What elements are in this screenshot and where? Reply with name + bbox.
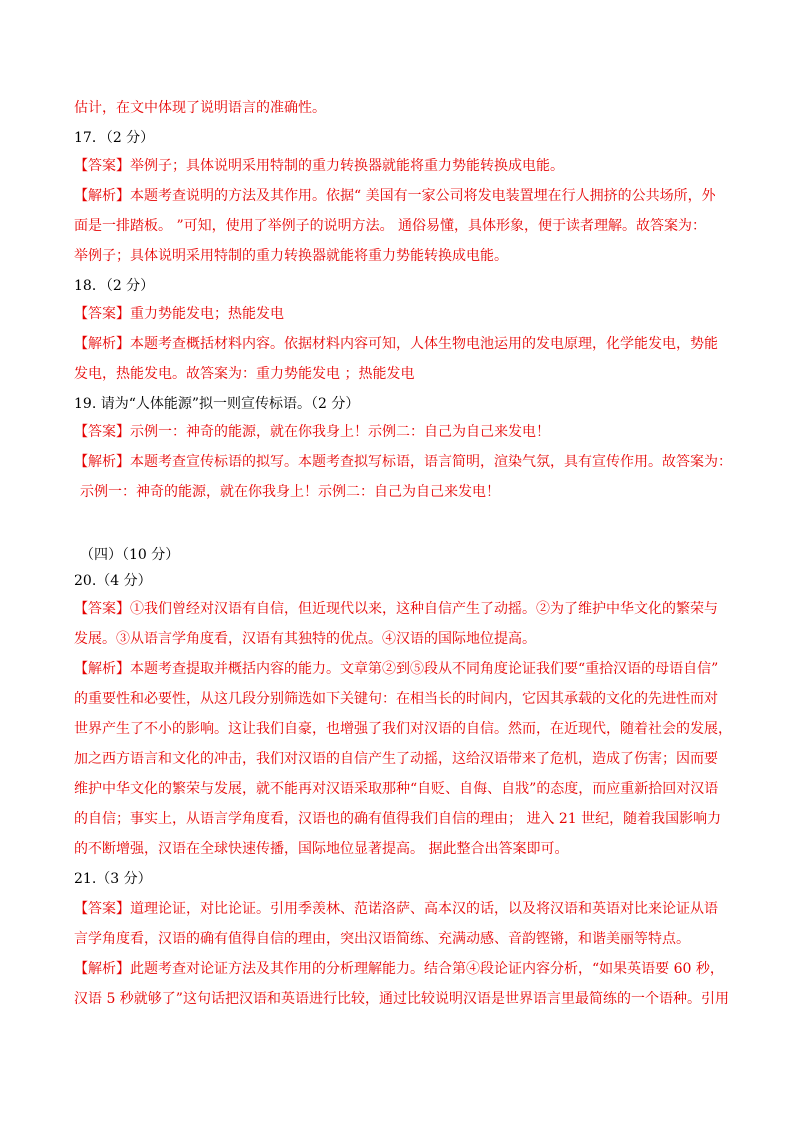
question-heading: 20.（4 分） bbox=[74, 573, 152, 589]
question-heading: 17．（2 分） bbox=[74, 130, 155, 146]
answer-line: 言学角度看，汉语的确有值得自信的理由，突出汉语简练、充满动感、音韵铿锵，和谐美丽等特点。 bbox=[74, 931, 690, 947]
analysis-line: 维护中华文化的繁荣与发展，就不能再对汉语采取那种“自贬、自侮、自戕”的态度，而应重新拾回对汉语 bbox=[74, 781, 719, 797]
answer-line: 【答案】示例一：神奇的能源，就在你我身上！示例二：自己为自己来发电！ bbox=[74, 424, 550, 440]
answer-line: 发展。③从语言学角度看，汉语有其独特的优点。④汉语的国际地位提高。 bbox=[74, 631, 536, 647]
analysis-line: 发电，热能发电。故答案为：重力势能发电 ；热能发电 bbox=[74, 366, 415, 382]
analysis-line: 的不断增强，汉语在全球快速传播，国际地位显著提高。 据此整合出答案即可。 bbox=[74, 841, 569, 857]
analysis-line: 【解析】此题考查对论证方法及其作用的分析理解能力。结合第④段论证内容分析，“如果英语要 60 秒， bbox=[74, 961, 724, 977]
analysis-line: 举例子；具体说明采用特制的重力转换器就能将重力势能转换成电能。 bbox=[74, 248, 508, 264]
analysis-line: 汉语 5 秒就够了”这句话把汉语和英语进行比较，通过比较说明汉语是世界语言里最简练的一个语种。引用 bbox=[74, 991, 729, 1007]
analysis-line: 加之西方语言和文化的冲击，我们对汉语的自信产生了动摇，这给汉语带来了危机，造成了伤害；因而要 bbox=[74, 751, 718, 767]
analysis-line: 【解析】本题考查概括材料内容。依据材料内容可知，人体生物电池运用的发电原理，化学能发电，势能 bbox=[74, 336, 718, 352]
answer-line: 【答案】①我们曾经对汉语有自信，但近现代以来，这种自信产生了动摇。②为了维护中华文化的繁荣与 bbox=[74, 601, 718, 617]
analysis-line: 面是一排踏板。 ”可知，使用了举例子的说明方法。 通俗易懂，具体形象，便于读者理解。故答案为： bbox=[74, 218, 707, 234]
analysis-line: 世界产生了不小的影响。这让我们自豪，也增强了我们对汉语的自信。然而，在近现代，随着社会的发展， bbox=[74, 721, 732, 737]
answer-line: 【答案】举例子；具体说明采用特制的重力转换器就能将重力势能转换成电能。 bbox=[74, 158, 564, 174]
section-heading: （四）（10 分） bbox=[80, 547, 180, 563]
answer-line: 【答案】重力势能发电；热能发电 bbox=[74, 306, 284, 322]
analysis-line: 的重要性和必要性，从这几段分别筛选如下关键句：在相当长的时间内，它因其承载的文化的先进性而对 bbox=[74, 691, 718, 707]
text-line: 估计，在文中体现了说明语言的准确性。 bbox=[74, 100, 326, 116]
analysis-line: 的自信；事实上，从语言学角度看，汉语也的确有值得我们自信的理由； 进入 21 世纪，随着我国影响力 bbox=[74, 811, 722, 827]
question-heading: 18．（2 分） bbox=[74, 278, 155, 294]
analysis-line: 【解析】本题考查提取并概括内容的能力。文章第②到⑤段从不同角度论证我们要“重拾汉语的母语自信” bbox=[74, 661, 719, 677]
question-heading: 21.（3 分） bbox=[74, 871, 152, 887]
analysis-line: 【解析】本题考查宣传标语的拟写。本题考查拟写标语，语言简明，渲染气氛，具有宣传作用。故答案为： bbox=[74, 454, 732, 470]
answer-line: 【答案】道理论证，对比论证。引用季羡林、范诺洛萨、高本汉的话，以及将汉语和英语对比来论证从语 bbox=[74, 901, 718, 917]
analysis-line: 示例一：神奇的能源，就在你我身上！示例二：自己为自己来发电！ bbox=[80, 484, 500, 500]
analysis-line: 【解析】本题考查说明的方法及其作用。依据“ 美国有一家公司将发电装置埋在行人拥挤的公共场所，外 bbox=[74, 188, 716, 204]
question-heading: 19. 请为“人体能源”拟一则宣传标语。（2 分） bbox=[74, 396, 360, 412]
